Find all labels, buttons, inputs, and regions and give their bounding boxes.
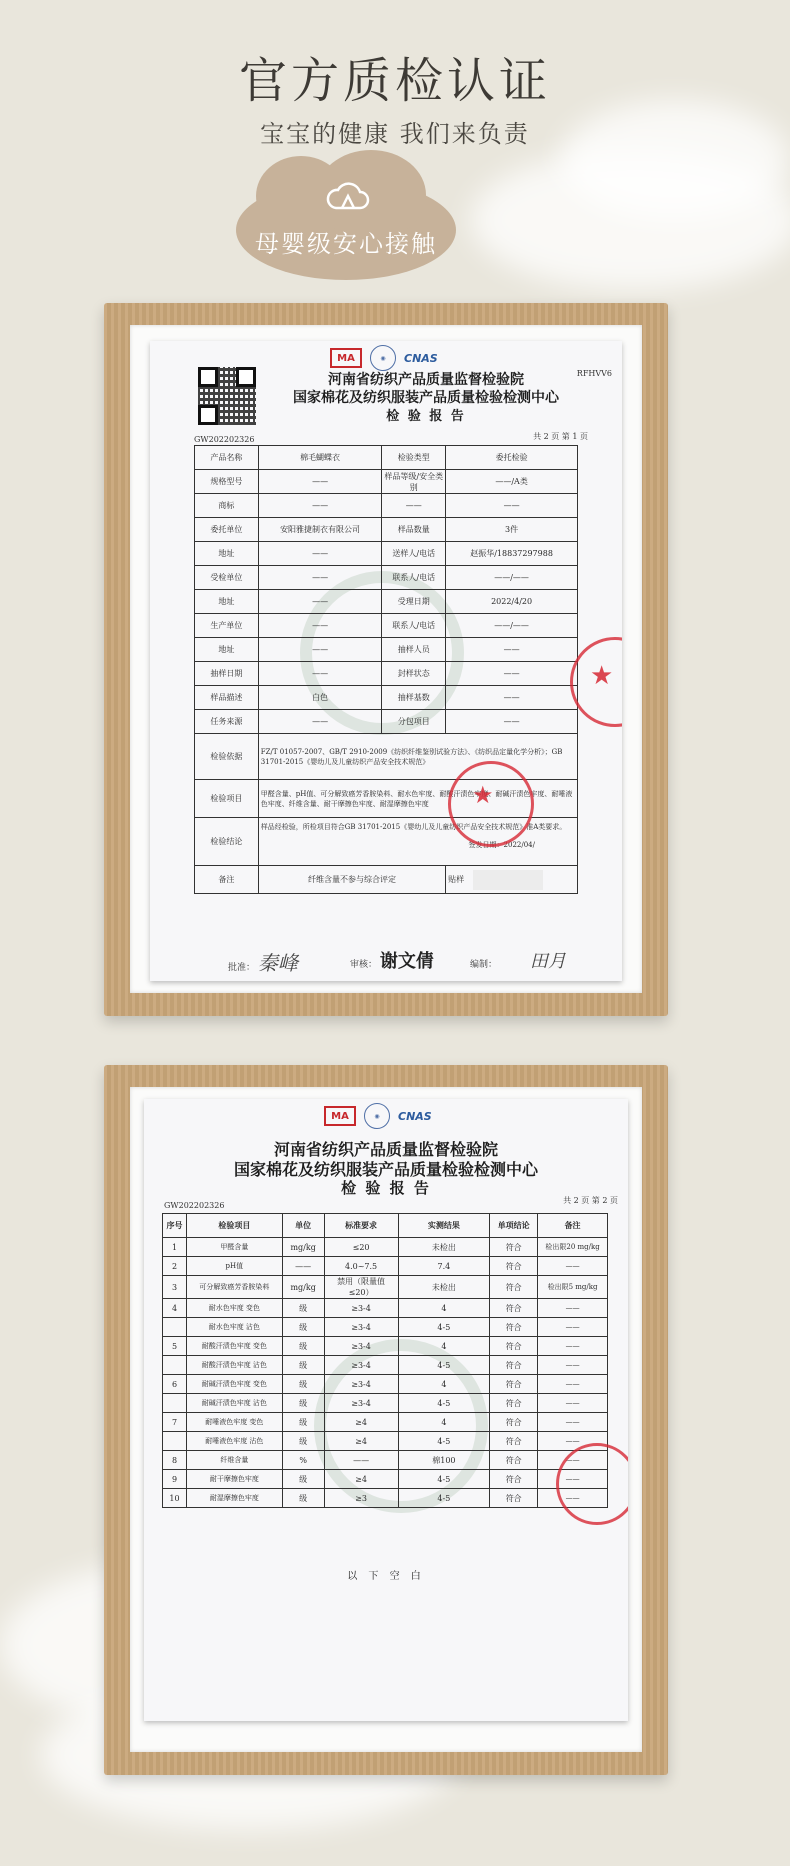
- field-label: 产品名称: [195, 446, 259, 470]
- field-label: 送样人/电话: [382, 542, 446, 566]
- field-label: 地址: [195, 590, 259, 614]
- table-cell: ——: [538, 1432, 608, 1451]
- column-header: 备注: [538, 1214, 608, 1238]
- table-cell: ——: [538, 1299, 608, 1318]
- certificate-frame-1: [104, 303, 668, 1016]
- table-cell: 耐酸汗渍色牢度 沾色: [186, 1356, 282, 1375]
- table-cell: 符合: [490, 1257, 538, 1276]
- table-cell: 级: [282, 1413, 324, 1432]
- institute-name: 河南省纺织产品质量监督检验院: [328, 372, 524, 388]
- info-row: [195, 566, 578, 590]
- certificate-frame-2: [104, 1065, 668, 1775]
- table-cell: ≥3-4: [324, 1394, 398, 1413]
- table-cell: ——: [538, 1394, 608, 1413]
- compile-label: 编制：: [470, 960, 498, 970]
- table-cell: [163, 1356, 187, 1375]
- table-cell: [163, 1394, 187, 1413]
- cloud-icon: [326, 178, 370, 212]
- info-row: [195, 710, 578, 734]
- red-stamp: [556, 1443, 628, 1525]
- table-row: [163, 1470, 608, 1489]
- field-value: 赵振华/18837297988: [446, 542, 578, 566]
- sample-tag-label: 贴样: [448, 874, 465, 884]
- ilac-logo: ◉: [370, 345, 396, 371]
- table-cell: 级: [282, 1318, 324, 1337]
- safety-badge: [226, 150, 466, 280]
- compile-signature: 田月: [529, 951, 566, 972]
- field-value: ——: [258, 590, 382, 614]
- table-cell: 符合: [490, 1470, 538, 1489]
- table-cell: ——: [538, 1470, 608, 1489]
- info-row: [195, 686, 578, 710]
- fabric-sample: [473, 870, 543, 890]
- table-cell: 4-5: [398, 1470, 490, 1489]
- info-row: [195, 614, 578, 638]
- page-title: 官方质检认证: [238, 53, 551, 109]
- field-value: ——: [446, 710, 578, 734]
- table-cell: 7.4: [398, 1257, 490, 1276]
- field-label: 抽样人员: [382, 638, 446, 662]
- field-label: 任务来源: [195, 710, 259, 734]
- table-row: [163, 1356, 608, 1375]
- field-label: 样品数量: [382, 518, 446, 542]
- field-value: ——: [258, 710, 382, 734]
- field-value: 委托检验: [446, 446, 578, 470]
- field-value: ——/A类: [446, 470, 578, 494]
- table-cell: 4-5: [398, 1356, 490, 1375]
- field-label: 受理日期: [382, 590, 446, 614]
- center-name: 国家棉花及纺织服装产品质量检验检测中心: [293, 390, 559, 406]
- table-cell: 级: [282, 1375, 324, 1394]
- conclusion-text: 样品经检验，所检项目符合GB 31701-2015《婴幼儿及儿童纺织产品安全技术规范》准A类要求。: [260, 823, 567, 831]
- table-cell: 7: [163, 1413, 187, 1432]
- conclusion-label: 检验结论: [195, 818, 259, 866]
- field-label: 抽样基数: [382, 686, 446, 710]
- table-cell: 符合: [490, 1432, 538, 1451]
- table-cell: ——: [538, 1318, 608, 1337]
- table-cell: 4: [398, 1337, 490, 1356]
- table-cell: 禁用（限量值≤20）: [324, 1276, 398, 1299]
- table-cell: ——: [538, 1489, 608, 1508]
- field-label: 委托单位: [195, 518, 259, 542]
- table-cell: 4: [398, 1413, 490, 1432]
- table-cell: 符合: [490, 1394, 538, 1413]
- table-cell: pH值: [186, 1257, 282, 1276]
- table-cell: ——: [538, 1356, 608, 1375]
- table-cell: 符合: [490, 1375, 538, 1394]
- field-label: 抽样日期: [195, 662, 259, 686]
- table-cell: 耐酸汗渍色牢度 变色: [186, 1337, 282, 1356]
- table-cell: 检出限20 mg/kg: [538, 1238, 608, 1257]
- stamp-star-icon: ★: [590, 661, 614, 691]
- table-cell: 4: [398, 1299, 490, 1318]
- table-cell: 级: [282, 1432, 324, 1451]
- table-cell: 耐唾液色牢度 沾色: [186, 1432, 282, 1451]
- basis-text: FZ/T 01057-2007、GB/T 2910-2009《纺织纤维鉴别试验方法》、《纺织品定量化学分析》；GB 31701-2015《婴幼儿及儿童纺织产品安全技术规范》: [258, 734, 577, 780]
- info-row: [195, 590, 578, 614]
- table-cell: ——: [538, 1257, 608, 1276]
- table-cell: 耐碱汗渍色牢度 沾色: [186, 1394, 282, 1413]
- field-label: 生产单位: [195, 614, 259, 638]
- info-row: [195, 446, 578, 470]
- table-cell: ≥3-4: [324, 1375, 398, 1394]
- table-row: [163, 1489, 608, 1508]
- table-cell: 4: [398, 1375, 490, 1394]
- table-cell: 3: [163, 1276, 187, 1299]
- table-cell: 未检出: [398, 1276, 490, 1299]
- items-label: 检验项目: [195, 780, 259, 818]
- table-cell: 1: [163, 1238, 187, 1257]
- basis-label: 检验依据: [195, 734, 259, 780]
- report-number: GW202202326: [194, 435, 255, 444]
- table-cell: 4-5: [398, 1318, 490, 1337]
- table-row: [163, 1451, 608, 1470]
- field-value: 白色: [258, 686, 382, 710]
- field-value: ——: [258, 494, 382, 518]
- column-header: 检验项目: [186, 1214, 282, 1238]
- table-cell: 8: [163, 1451, 187, 1470]
- table-cell: 耐湿摩擦色牢度: [186, 1489, 282, 1508]
- info-row: [195, 518, 578, 542]
- field-value: ——: [258, 614, 382, 638]
- table-cell: 纤维含量: [186, 1451, 282, 1470]
- field-value: ——: [258, 638, 382, 662]
- field-value: 2022/4/20: [446, 590, 578, 614]
- table-cell: 4-5: [398, 1394, 490, 1413]
- cert-logos: [330, 345, 438, 371]
- column-header: 实测结果: [398, 1214, 490, 1238]
- table-cell: ——: [538, 1413, 608, 1432]
- field-value: ——: [258, 566, 382, 590]
- table-cell: 符合: [490, 1413, 538, 1432]
- field-label: 样品描述: [195, 686, 259, 710]
- table-row: [163, 1276, 608, 1299]
- table-cell: 2: [163, 1257, 187, 1276]
- table-cell: ——: [538, 1337, 608, 1356]
- report-code: RFHVV6: [576, 369, 612, 378]
- report-title: 检 验 报 告: [386, 409, 466, 424]
- cma-logo: MA: [324, 1106, 356, 1126]
- table-cell: ≥3-4: [324, 1337, 398, 1356]
- page-info: 共 2 页 第 1 页: [533, 432, 588, 441]
- field-label: ——: [382, 494, 446, 518]
- field-value: ——: [446, 662, 578, 686]
- table-cell: 符合: [490, 1299, 538, 1318]
- table-cell: ≥3-4: [324, 1318, 398, 1337]
- field-value: 棉毛蝴蝶衣: [258, 446, 382, 470]
- field-value: ——: [446, 638, 578, 662]
- cnas-logo: CNAS: [404, 351, 438, 365]
- table-row: [163, 1318, 608, 1337]
- table-cell: 符合: [490, 1451, 538, 1470]
- table-cell: ≥4: [324, 1470, 398, 1489]
- cnas-logo: CNAS: [398, 1109, 432, 1123]
- column-header: 单位: [282, 1214, 324, 1238]
- field-value: 3件: [446, 518, 578, 542]
- info-row: [195, 542, 578, 566]
- blank-note: 以 下 空 白: [347, 1571, 425, 1582]
- field-label: 地址: [195, 638, 259, 662]
- table-cell: mg/kg: [282, 1238, 324, 1257]
- table-cell: ≤20: [324, 1238, 398, 1257]
- column-header: 单项结论: [490, 1214, 538, 1238]
- table-row: [163, 1238, 608, 1257]
- report-page-2: [144, 1099, 628, 1721]
- table-cell: 符合: [490, 1276, 538, 1299]
- field-label: 规格型号: [195, 470, 259, 494]
- field-label: 封样状态: [382, 662, 446, 686]
- table-cell: ——: [324, 1451, 398, 1470]
- table-cell: 5: [163, 1337, 187, 1356]
- review-label: 审核：: [350, 960, 378, 970]
- table-row: [163, 1337, 608, 1356]
- table-cell: 级: [282, 1356, 324, 1375]
- table-cell: mg/kg: [282, 1276, 324, 1299]
- cert-logos: [324, 1103, 432, 1129]
- table-cell: 检出限5 mg/kg: [538, 1276, 608, 1299]
- badge-label: 母婴级安心接触: [255, 230, 437, 258]
- table-cell: ≥3-4: [324, 1356, 398, 1375]
- table-cell: 未检出: [398, 1238, 490, 1257]
- table-cell: 符合: [490, 1238, 538, 1257]
- table-cell: 耐碱汗渍色牢度 变色: [186, 1375, 282, 1394]
- field-value: ——: [446, 686, 578, 710]
- field-value: ——: [258, 662, 382, 686]
- table-cell: 棉100: [398, 1451, 490, 1470]
- field-value: ——: [258, 542, 382, 566]
- table-cell: 符合: [490, 1356, 538, 1375]
- report-page-1: [150, 341, 622, 981]
- table-cell: ——: [282, 1257, 324, 1276]
- field-label: 分包项目: [382, 710, 446, 734]
- approve-label: 批准：: [228, 963, 256, 973]
- table-cell: 符合: [490, 1337, 538, 1356]
- table-cell: 4-5: [398, 1489, 490, 1508]
- table-cell: 甲醛含量: [186, 1238, 282, 1257]
- column-header: 序号: [163, 1214, 187, 1238]
- center-name: 国家棉花及纺织服装产品质量检验检测中心: [233, 1160, 538, 1179]
- field-value: ——: [446, 494, 578, 518]
- review-signature: 谢文倩: [379, 951, 434, 972]
- info-row: [195, 662, 578, 686]
- table-cell: 耐唾液色牢度 变色: [186, 1413, 282, 1432]
- approve-signature: 秦峰: [257, 951, 298, 975]
- table-cell: ≥4: [324, 1432, 398, 1451]
- table-cell: 级: [282, 1337, 324, 1356]
- info-row: [195, 638, 578, 662]
- table-cell: 9: [163, 1470, 187, 1489]
- table-cell: 耐干摩擦色牢度: [186, 1470, 282, 1489]
- table-cell: 耐水色牢度 变色: [186, 1299, 282, 1318]
- table-cell: ——: [538, 1451, 608, 1470]
- report-title: 检 验 报 告: [341, 1179, 431, 1197]
- cma-logo: MA: [330, 348, 362, 368]
- field-label: 商标: [195, 494, 259, 518]
- table-cell: 级: [282, 1394, 324, 1413]
- table-cell: 6: [163, 1375, 187, 1394]
- field-label: 联系人/电话: [382, 614, 446, 638]
- table-cell: [163, 1318, 187, 1337]
- items-text: 甲醛含量、pH值、可分解致癌芳香胺染料、耐水色牢度、耐酸汗渍色牢度、耐碱汗渍色牢度、耐唾液色牢度、纤维含量、耐干摩擦色牢度、耐湿摩擦色牢度: [258, 780, 577, 818]
- field-label: 样品等级/安全类别: [382, 470, 446, 494]
- table-cell: ≥3: [324, 1489, 398, 1508]
- table-row: [163, 1375, 608, 1394]
- table-cell: 符合: [490, 1489, 538, 1508]
- table-cell: 4.0~7.5: [324, 1257, 398, 1276]
- field-value: 安阳雅捷制衣有限公司: [258, 518, 382, 542]
- table-cell: 级: [282, 1489, 324, 1508]
- table-cell: [163, 1432, 187, 1451]
- field-value: ——/——: [446, 566, 578, 590]
- table-cell: ≥4: [324, 1413, 398, 1432]
- table-cell: ——: [538, 1375, 608, 1394]
- sign-date: 签发日期：2022/04/: [468, 841, 535, 849]
- table-cell: 耐水色牢度 沾色: [186, 1318, 282, 1337]
- field-label: 联系人/电话: [382, 566, 446, 590]
- field-value: ——: [258, 470, 382, 494]
- table-cell: 可分解致癌芳香胺染料: [186, 1276, 282, 1299]
- page-subtitle: 宝宝的健康 我们来负责: [260, 120, 530, 148]
- table-row: [163, 1394, 608, 1413]
- field-label: 检验类型: [382, 446, 446, 470]
- table-cell: ≥3-4: [324, 1299, 398, 1318]
- field-label: 受检单位: [195, 566, 259, 590]
- table-cell: 级: [282, 1470, 324, 1489]
- table-row: [163, 1257, 608, 1276]
- remark-text: 纤维含量不参与综合评定: [258, 866, 445, 894]
- page-info: 共 2 页 第 2 页: [563, 1196, 618, 1205]
- field-label: 地址: [195, 542, 259, 566]
- institute-name: 河南省纺织产品质量监督检验院: [273, 1140, 498, 1159]
- field-value: ——/——: [446, 614, 578, 638]
- table-cell: %: [282, 1451, 324, 1470]
- table-row: [163, 1432, 608, 1451]
- table-cell: 符合: [490, 1318, 538, 1337]
- table-row: [163, 1413, 608, 1432]
- results-table: [162, 1213, 608, 1508]
- stamp-star-icon: ★: [472, 781, 494, 809]
- column-header: 标准要求: [324, 1214, 398, 1238]
- remark-label: 备注: [195, 866, 259, 894]
- report-number: GW202202326: [164, 1201, 225, 1210]
- info-row: [195, 470, 578, 494]
- table-row: [163, 1299, 608, 1318]
- table-cell: 级: [282, 1299, 324, 1318]
- table-cell: 10: [163, 1489, 187, 1508]
- ilac-logo: ◉: [364, 1103, 390, 1129]
- table-cell: 4: [163, 1299, 187, 1318]
- table-cell: 4-5: [398, 1432, 490, 1451]
- info-row: [195, 494, 578, 518]
